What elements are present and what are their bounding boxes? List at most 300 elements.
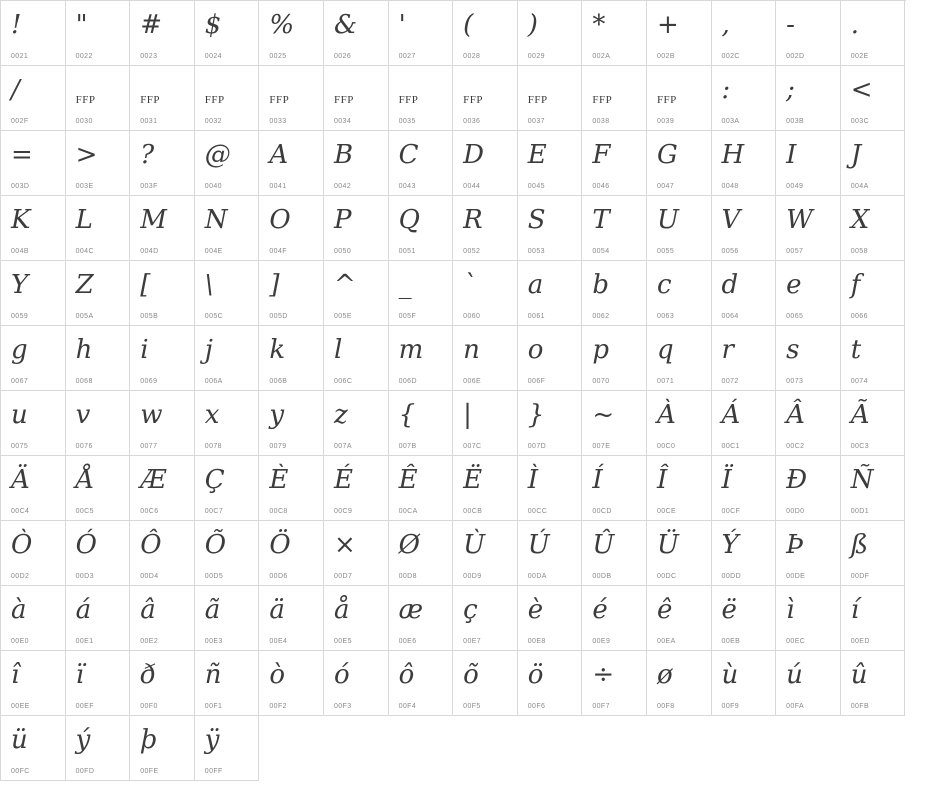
glyph-cell[interactable] [66, 196, 131, 261]
glyph-character: ò [269, 660, 286, 690]
glyph-unicode-code: 002F [11, 118, 29, 125]
glyph-cell[interactable] [712, 261, 777, 326]
glyph-cell[interactable] [324, 391, 389, 456]
glyph-unicode-code: 0071 [656, 378, 675, 385]
glyph-unicode-code: 00E2 [140, 638, 159, 645]
glyph-cell[interactable] [389, 196, 454, 261]
glyph-cell[interactable] [1, 716, 66, 781]
glyph-character: ë [721, 595, 737, 625]
glyph-character: Þ [786, 530, 804, 560]
glyph-cell[interactable] [712, 196, 777, 261]
glyph-unicode-code: 00DD [721, 573, 742, 580]
glyph-character: ú [786, 660, 803, 690]
glyph-cell[interactable] [324, 66, 389, 131]
glyph-unicode-code: 004A [850, 183, 869, 190]
glyph-cell[interactable] [1, 196, 66, 261]
glyph-cell[interactable] [389, 261, 454, 326]
glyph-cell[interactable] [518, 651, 583, 716]
glyph-character: ô [398, 660, 415, 690]
glyph-character: ) [527, 10, 538, 40]
glyph-cell[interactable] [130, 326, 195, 391]
glyph-cell[interactable] [453, 456, 518, 521]
glyph-character: u [11, 400, 28, 430]
glyph-character: Ä [11, 465, 30, 495]
glyph-character: w [140, 400, 163, 430]
glyph-cell[interactable] [841, 261, 906, 326]
glyph-cell[interactable] [389, 521, 454, 586]
glyph-cell[interactable] [389, 391, 454, 456]
glyph-cell[interactable] [841, 326, 906, 391]
glyph-unicode-code: 00F6 [527, 703, 546, 710]
glyph-character: p [592, 335, 609, 365]
glyph-character: Á [721, 400, 741, 430]
glyph-unicode-code: 00CD [592, 508, 612, 515]
glyph-cell[interactable] [776, 586, 841, 651]
glyph-unicode-code: 0022 [75, 53, 93, 60]
glyph-cell[interactable] [518, 196, 583, 261]
glyph-character: â [140, 595, 156, 625]
glyph-cell[interactable] [518, 586, 583, 651]
glyph-cell[interactable] [1, 261, 66, 326]
glyph-unicode-code: 002A [592, 53, 611, 60]
glyph-cell[interactable] [324, 521, 389, 586]
glyph-cell[interactable] [647, 131, 712, 196]
glyph-cell[interactable] [130, 716, 195, 781]
glyph-cell[interactable] [647, 391, 712, 456]
glyph-cell[interactable] [712, 326, 777, 391]
glyph-cell[interactable] [582, 131, 647, 196]
glyph-unicode-code: 0034 [333, 118, 352, 125]
glyph-unicode-code: 005E [333, 313, 352, 320]
glyph-unicode-code: 00FF [204, 768, 223, 775]
glyph-cell[interactable] [841, 651, 906, 716]
glyph-character: @ [204, 140, 231, 170]
glyph-unicode-code: 0031 [140, 118, 158, 125]
glyph-unicode-code: 00EC [786, 638, 806, 645]
glyph-cell[interactable] [389, 651, 454, 716]
glyph-unicode-code: 005D [269, 313, 288, 320]
glyph-character: k [269, 335, 286, 365]
glyph-character: e [786, 270, 802, 300]
glyph-cell[interactable] [776, 651, 841, 716]
glyph-unicode-code: 00DE [786, 573, 806, 580]
glyph-cell[interactable] [1, 391, 66, 456]
glyph-character: ÿ [204, 725, 220, 755]
glyph-character: ^ [333, 270, 356, 300]
glyph-cell[interactable] [647, 326, 712, 391]
glyph-cell[interactable] [66, 521, 131, 586]
glyph-cell[interactable] [582, 391, 647, 456]
glyph-cell[interactable] [647, 586, 712, 651]
glyph-unicode-code: 0053 [527, 248, 545, 255]
glyph-character: Ø [398, 530, 420, 560]
glyph-cell[interactable] [582, 261, 647, 326]
glyph-cell[interactable] [389, 326, 454, 391]
glyph-unicode-code: 0048 [721, 183, 739, 190]
glyph-character: ü [11, 725, 28, 755]
glyph-cell[interactable] [712, 521, 777, 586]
glyph-cell[interactable] [1, 1, 66, 66]
glyph-character: s [786, 335, 800, 365]
glyph-cell[interactable] [453, 196, 518, 261]
glyph-cell[interactable] [453, 66, 518, 131]
glyph-unicode-code: 0074 [850, 378, 868, 385]
glyph-cell[interactable] [776, 1, 841, 66]
glyph-character: æ [398, 595, 424, 625]
glyph-cell[interactable] [1, 66, 66, 131]
glyph-cell[interactable] [66, 391, 131, 456]
glyph-cell[interactable] [259, 326, 324, 391]
glyph-cell[interactable] [776, 456, 841, 521]
glyph-cell[interactable] [66, 131, 131, 196]
glyph-unicode-code: 0051 [398, 248, 416, 255]
glyph-cell[interactable] [130, 131, 195, 196]
glyph-unicode-code: 006D [398, 378, 417, 385]
glyph-character: J [850, 140, 862, 170]
glyph-unicode-code: 00D8 [398, 573, 417, 580]
glyph-cell[interactable] [453, 651, 518, 716]
glyph-unicode-code: 00E6 [398, 638, 417, 645]
glyph-cell[interactable] [66, 1, 131, 66]
glyph-cell[interactable] [324, 196, 389, 261]
glyph-unicode-code: 00EF [75, 703, 94, 710]
glyph-unicode-code: 00CF [721, 508, 741, 515]
glyph-cell[interactable] [195, 716, 260, 781]
glyph-unicode-code: 003F [140, 183, 158, 190]
glyph-unicode-code: 0075 [11, 443, 29, 450]
glyph-unicode-code: 0068 [75, 378, 93, 385]
glyph-cell[interactable] [66, 261, 131, 326]
glyph-unicode-code: 00F9 [721, 703, 740, 710]
glyph-unicode-code: 00C2 [786, 443, 805, 450]
glyph-cell[interactable] [647, 66, 712, 131]
glyph-cell[interactable] [130, 196, 195, 261]
glyph-unicode-code: 00D4 [140, 573, 159, 580]
glyph-cell[interactable] [389, 1, 454, 66]
glyph-unicode-code: 006F [527, 378, 546, 385]
glyph-character: [ [140, 270, 151, 300]
glyph-cell[interactable] [841, 66, 906, 131]
glyph-cell[interactable] [518, 521, 583, 586]
glyph-unicode-code: 0062 [592, 313, 610, 320]
glyph-cell[interactable] [130, 456, 195, 521]
glyph-cell[interactable] [453, 326, 518, 391]
glyph-character: FFP [204, 94, 225, 106]
glyph-character: + [656, 10, 679, 40]
glyph-cell[interactable] [776, 131, 841, 196]
glyph-cell[interactable] [841, 521, 906, 586]
glyph-cell[interactable] [453, 261, 518, 326]
glyph-cell[interactable] [518, 131, 583, 196]
glyph-character: " [75, 10, 88, 40]
glyph-cell[interactable] [389, 131, 454, 196]
glyph-cell[interactable] [582, 456, 647, 521]
glyph-unicode-code: 00DB [592, 573, 612, 580]
glyph-cell[interactable] [389, 586, 454, 651]
glyph-cell[interactable] [776, 66, 841, 131]
glyph-cell[interactable] [453, 1, 518, 66]
glyph-cell[interactable] [518, 456, 583, 521]
glyph-cell[interactable] [130, 521, 195, 586]
glyph-cell[interactable] [66, 66, 131, 131]
glyph-cell[interactable] [712, 391, 777, 456]
glyph-unicode-code: 00D6 [269, 573, 288, 580]
glyph-character: z [333, 400, 348, 430]
glyph-unicode-code: 00F8 [656, 703, 675, 710]
glyph-cell[interactable] [259, 66, 324, 131]
glyph-unicode-code: 003C [850, 118, 870, 125]
glyph-cell[interactable] [389, 66, 454, 131]
glyph-cell[interactable] [259, 261, 324, 326]
glyph-unicode-code: 0076 [75, 443, 93, 450]
glyph-cell[interactable] [453, 586, 518, 651]
glyph-unicode-code: 00D0 [786, 508, 805, 515]
glyph-cell[interactable] [776, 521, 841, 586]
glyph-character: - [786, 10, 795, 40]
glyph-cell[interactable] [712, 1, 777, 66]
glyph-cell[interactable] [518, 391, 583, 456]
glyph-cell[interactable] [647, 651, 712, 716]
glyph-character: À [656, 400, 676, 430]
glyph-unicode-code: 00FB [850, 703, 870, 710]
glyph-cell[interactable] [195, 521, 260, 586]
glyph-character: Â [786, 400, 805, 430]
glyph-cell[interactable] [389, 456, 454, 521]
glyph-cell[interactable] [582, 1, 647, 66]
glyph-cell[interactable] [195, 586, 260, 651]
glyph-cell[interactable] [259, 1, 324, 66]
glyph-cell[interactable] [259, 651, 324, 716]
glyph-character: Å [75, 465, 95, 495]
glyph-cell[interactable] [712, 131, 777, 196]
glyph-character: ö [527, 660, 544, 690]
glyph-cell[interactable] [130, 586, 195, 651]
glyph-cell[interactable] [66, 651, 131, 716]
glyph-cell[interactable] [324, 586, 389, 651]
glyph-cell[interactable] [259, 586, 324, 651]
glyph-cell[interactable] [324, 651, 389, 716]
glyph-unicode-code: 00EE [11, 703, 30, 710]
glyph-unicode-code: 0030 [75, 118, 93, 125]
glyph-character: { [398, 400, 416, 430]
glyph-unicode-code: 00EA [656, 638, 676, 645]
glyph-character: Æ [140, 465, 167, 495]
glyph-cell[interactable] [841, 1, 906, 66]
glyph-unicode-code: 00CB [463, 508, 483, 515]
glyph-character: FFP [527, 94, 548, 106]
glyph-cell[interactable] [647, 1, 712, 66]
glyph-unicode-code: 004D [140, 248, 159, 255]
glyph-cell[interactable] [841, 456, 906, 521]
glyph-character: m [398, 335, 424, 365]
glyph-unicode-code: 0040 [204, 183, 222, 190]
glyph-unicode-code: 0072 [721, 378, 739, 385]
glyph-unicode-code: 0032 [204, 118, 222, 125]
glyph-cell[interactable] [1, 586, 66, 651]
glyph-character: X [850, 205, 870, 235]
glyph-character: j [204, 335, 213, 365]
glyph-cell[interactable] [259, 196, 324, 261]
glyph-cell[interactable] [453, 131, 518, 196]
glyph-unicode-code: 007E [592, 443, 611, 450]
glyph-cell[interactable] [841, 131, 906, 196]
glyph-cell[interactable] [582, 196, 647, 261]
glyph-character: FFP [463, 94, 484, 106]
glyph-cell[interactable] [259, 391, 324, 456]
glyph-cell[interactable] [66, 456, 131, 521]
glyph-character: Ö [269, 530, 291, 560]
glyph-cell[interactable] [841, 196, 906, 261]
glyph-cell[interactable] [195, 1, 260, 66]
glyph-unicode-code: 00D9 [463, 573, 482, 580]
glyph-unicode-code: 00D3 [75, 573, 94, 580]
glyph-cell[interactable] [582, 586, 647, 651]
glyph-character: v [75, 400, 91, 430]
glyph-cell[interactable] [582, 66, 647, 131]
glyph-cell[interactable] [776, 196, 841, 261]
glyph-unicode-code: 0063 [656, 313, 675, 320]
glyph-cell[interactable] [324, 326, 389, 391]
glyph-character: A [269, 140, 289, 170]
glyph-character: Ç [204, 465, 225, 495]
glyph-unicode-code: 004F [269, 248, 287, 255]
glyph-cell[interactable] [1, 131, 66, 196]
glyph-character: á [75, 595, 92, 625]
glyph-cell[interactable] [195, 651, 260, 716]
glyph-cell[interactable] [1, 651, 66, 716]
glyph-cell[interactable] [518, 1, 583, 66]
glyph-cell[interactable] [324, 261, 389, 326]
glyph-character: Q [398, 205, 420, 235]
glyph-character: W [786, 205, 813, 235]
glyph-unicode-code: 00F2 [269, 703, 287, 710]
glyph-character: T [592, 205, 610, 235]
glyph-cell[interactable] [195, 456, 260, 521]
glyph-unicode-code: 00D1 [850, 508, 870, 515]
glyph-cell[interactable] [647, 456, 712, 521]
glyph-cell[interactable] [841, 391, 906, 456]
glyph-cell[interactable] [776, 391, 841, 456]
glyph-cell[interactable] [518, 326, 583, 391]
glyph-character: # [140, 10, 162, 40]
glyph-cell[interactable] [712, 651, 777, 716]
glyph-cell[interactable] [647, 261, 712, 326]
glyph-cell[interactable] [130, 261, 195, 326]
glyph-cell[interactable] [518, 66, 583, 131]
glyph-cell[interactable] [776, 261, 841, 326]
glyph-character: Ó [75, 530, 97, 560]
glyph-unicode-code: 00DC [656, 573, 677, 580]
glyph-unicode-code: 0052 [463, 248, 481, 255]
glyph-cell[interactable] [195, 66, 260, 131]
glyph-character: é [592, 595, 608, 625]
glyph-character: S [527, 205, 546, 235]
glyph-character: g [11, 335, 28, 365]
glyph-character: c [656, 270, 672, 300]
glyph-cell[interactable] [66, 326, 131, 391]
glyph-character: ? [140, 140, 155, 170]
glyph-unicode-code: 0027 [398, 53, 416, 60]
glyph-cell[interactable] [66, 586, 131, 651]
glyph-unicode-code: 0060 [463, 313, 481, 320]
glyph-cell[interactable] [712, 586, 777, 651]
glyph-cell[interactable] [776, 326, 841, 391]
glyph-unicode-code: 0035 [398, 118, 416, 125]
glyph-cell[interactable] [841, 586, 906, 651]
glyph-character: l [333, 335, 343, 365]
glyph-unicode-code: 006E [463, 378, 482, 385]
glyph-cell[interactable] [712, 456, 777, 521]
glyph-unicode-code: 00C1 [721, 443, 740, 450]
glyph-unicode-code: 003D [11, 183, 30, 190]
glyph-unicode-code: 005F [398, 313, 417, 320]
glyph-character: FFP [333, 94, 354, 106]
glyph-character: Ò [11, 530, 33, 560]
glyph-character: \ [204, 270, 214, 300]
glyph-cell[interactable] [582, 651, 647, 716]
glyph-cell[interactable] [130, 1, 195, 66]
glyph-cell[interactable] [324, 1, 389, 66]
glyph-unicode-code: 002E [850, 53, 869, 60]
glyph-cell[interactable] [647, 196, 712, 261]
glyph-cell[interactable] [195, 326, 260, 391]
glyph-cell[interactable] [453, 521, 518, 586]
glyph-character: < [850, 75, 873, 105]
glyph-character: FFP [140, 94, 161, 106]
glyph-unicode-code: 0042 [333, 183, 352, 190]
glyph-cell[interactable] [195, 391, 260, 456]
glyph-cell[interactable] [130, 391, 195, 456]
glyph-cell[interactable] [712, 66, 777, 131]
glyph-unicode-code: 007C [463, 443, 482, 450]
glyph-cell[interactable] [130, 66, 195, 131]
glyph-unicode-code: 00E3 [204, 638, 223, 645]
glyph-cell[interactable] [518, 261, 583, 326]
glyph-cell[interactable] [453, 391, 518, 456]
glyph-unicode-code: 00F7 [592, 703, 610, 710]
glyph-unicode-code: 0036 [463, 118, 481, 125]
glyph-unicode-code: 00F4 [398, 703, 417, 710]
glyph-cell[interactable] [324, 131, 389, 196]
glyph-character: ø [656, 660, 673, 690]
glyph-character: N [204, 205, 228, 235]
glyph-cell[interactable] [1, 521, 66, 586]
glyph-character: FFP [592, 94, 613, 106]
glyph-cell[interactable] [259, 456, 324, 521]
glyph-cell[interactable] [324, 456, 389, 521]
glyph-cell[interactable] [647, 521, 712, 586]
glyph-cell[interactable] [1, 326, 66, 391]
glyph-cell[interactable] [582, 521, 647, 586]
glyph-unicode-code: 0045 [527, 183, 545, 190]
glyph-cell[interactable] [259, 131, 324, 196]
glyph-character: È [269, 465, 289, 495]
glyph-cell[interactable] [1, 456, 66, 521]
glyph-unicode-code: 0050 [333, 248, 352, 255]
glyph-cell[interactable] [195, 261, 260, 326]
glyph-cell[interactable] [195, 131, 260, 196]
glyph-cell[interactable] [195, 196, 260, 261]
glyph-character: å [333, 595, 350, 625]
glyph-unicode-code: 006C [333, 378, 353, 385]
glyph-cell[interactable] [130, 651, 195, 716]
glyph-unicode-code: 0039 [656, 118, 675, 125]
glyph-unicode-code: 0067 [11, 378, 29, 385]
glyph-cell[interactable] [66, 716, 131, 781]
glyph-unicode-code: 005C [204, 313, 224, 320]
glyph-cell[interactable] [582, 326, 647, 391]
glyph-cell[interactable] [259, 521, 324, 586]
